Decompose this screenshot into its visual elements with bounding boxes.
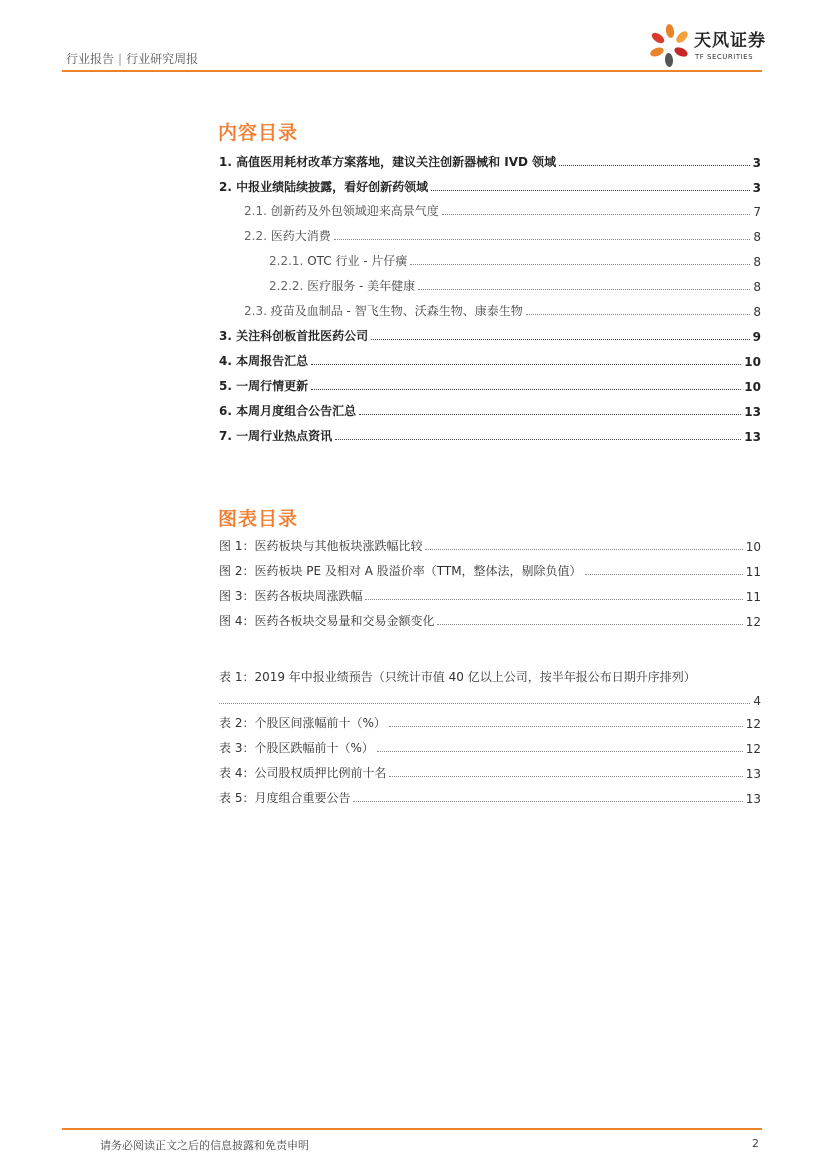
page-number: 2 xyxy=(752,1137,759,1150)
table-page: 4 xyxy=(753,694,761,708)
toc-item-page: 8 xyxy=(753,305,761,319)
report-subcategory: 行业研究周报 xyxy=(126,52,199,66)
dot-leader xyxy=(442,214,751,215)
toc-item-text: 本周报告汇总 xyxy=(236,354,309,368)
table-item-5[interactable] xyxy=(219,788,761,806)
dot-leader xyxy=(353,801,742,802)
toc-item-page: 7 xyxy=(753,205,761,219)
footer-disclaimer: 请务必阅读正文之后的信息披露和免责申明 xyxy=(100,1139,309,1152)
table-label: 表 5： xyxy=(219,791,255,805)
table-label: 表 4： xyxy=(219,766,255,780)
toc-item-number: 2.2.1. xyxy=(269,254,304,268)
toc-item-text: 医疗服务 - 美年健康 xyxy=(307,279,416,293)
toc-item-number: 1. xyxy=(219,155,232,169)
figure-page: 10 xyxy=(745,540,761,554)
dot-leader xyxy=(526,314,751,315)
toc-item-text: 高值医用耗材改革方案落地，建议关注创新器械和 IVD 领域 xyxy=(236,155,557,169)
figure-text: 医药板块与其他板块涨跌幅比较 xyxy=(254,539,423,553)
toc-item-6[interactable] xyxy=(219,401,761,419)
table-page: 13 xyxy=(745,767,761,781)
table-item-2[interactable] xyxy=(219,713,761,731)
dot-leader xyxy=(425,549,742,550)
toc-item-2-1[interactable] xyxy=(244,201,761,219)
toc-item-number: 3. xyxy=(219,329,232,343)
table-label: 表 3： xyxy=(219,741,255,755)
toc-item-page: 8 xyxy=(753,280,761,294)
figure-page: 11 xyxy=(745,590,761,604)
table-page: 12 xyxy=(745,717,761,731)
toc-item-number: 5. xyxy=(219,379,232,393)
figure-text: 医药各板块周涨跌幅 xyxy=(254,589,363,603)
toc-item-text: 一周行业热点资讯 xyxy=(236,429,333,443)
report-category: 行业报告 xyxy=(66,52,115,66)
toc-item-page: 8 xyxy=(753,255,761,269)
toc-item-text: 关注科创板首批医药公司 xyxy=(236,329,369,343)
table-item-1[interactable] xyxy=(219,668,761,708)
dot-leader xyxy=(219,703,750,704)
dot-leader xyxy=(389,726,743,727)
toc-item-2-2-1[interactable] xyxy=(269,251,761,269)
toc-item-number: 2. xyxy=(219,180,232,194)
figure-label: 图 2： xyxy=(219,564,255,578)
figure-label: 图 3： xyxy=(219,589,255,603)
dot-leader xyxy=(410,264,750,265)
figures-title: 图表目录 xyxy=(218,508,299,530)
table-item-3[interactable] xyxy=(219,738,761,756)
toc-item-page: 10 xyxy=(744,380,761,394)
figure-item-2[interactable] xyxy=(219,561,761,579)
figure-item-1[interactable] xyxy=(219,536,761,554)
toc-item-page: 3 xyxy=(752,156,761,170)
toc-item-number: 7. xyxy=(219,429,232,443)
figure-page: 12 xyxy=(745,615,761,629)
toc-item-7[interactable] xyxy=(219,426,761,444)
toc-item-number: 2.2. xyxy=(244,229,267,243)
table-text: 2019 年中报业绩预告（只统计市值 40 亿以上公司，按半年报公布日期升序排列） xyxy=(254,670,696,684)
toc-item-page: 8 xyxy=(753,230,761,244)
toc-title: 内容目录 xyxy=(218,122,299,144)
toc-item-text: 创新药及外包领域迎来高景气度 xyxy=(270,204,439,218)
header-divider xyxy=(62,70,762,72)
company-logo xyxy=(650,22,765,70)
dot-leader xyxy=(371,339,750,340)
figure-item-4[interactable] xyxy=(219,611,761,629)
toc-item-2-2[interactable] xyxy=(244,226,761,244)
dot-leader xyxy=(377,751,743,752)
toc-item-text: 医药大消费 xyxy=(270,229,331,243)
dot-leader xyxy=(431,190,750,191)
toc-item-3[interactable] xyxy=(219,326,761,344)
dot-leader xyxy=(311,364,741,365)
logo-english-name: TF SECURITIES xyxy=(695,53,754,61)
toc-item-number: 4. xyxy=(219,354,232,368)
table-text: 公司股权质押比例前十名 xyxy=(254,766,387,780)
dot-leader xyxy=(311,389,741,390)
logo-chinese-name: 天风证券 xyxy=(694,31,766,51)
figure-text: 医药各板块交易量和交易金额变化 xyxy=(254,614,435,628)
toc-item-number: 2.3. xyxy=(244,304,267,318)
table-text: 个股区跌幅前十（%） xyxy=(254,741,374,755)
logo-flower-icon xyxy=(650,22,694,70)
toc-item-page: 13 xyxy=(744,405,761,419)
report-type-header xyxy=(66,50,198,67)
toc-item-text: 疫苗及血制品 - 智飞生物、沃森生物、康泰生物 xyxy=(270,304,523,318)
table-text: 个股区间涨幅前十（%） xyxy=(254,716,386,730)
toc-item-page: 9 xyxy=(752,330,761,344)
dot-leader xyxy=(559,165,749,166)
header-separator: | xyxy=(118,52,123,66)
footer-divider xyxy=(62,1128,762,1130)
dot-leader xyxy=(437,624,742,625)
toc-item-2[interactable] xyxy=(219,177,761,195)
toc-item-text: 中报业绩陆续披露，看好创新药领域 xyxy=(236,180,429,194)
dot-leader xyxy=(418,289,750,290)
dot-leader xyxy=(389,776,742,777)
toc-item-2-2-2[interactable] xyxy=(269,276,761,294)
dot-leader xyxy=(585,574,743,575)
table-text: 月度组合重要公告 xyxy=(254,791,351,805)
table-label: 表 2： xyxy=(219,716,255,730)
dot-leader xyxy=(334,239,751,240)
table-page: 12 xyxy=(745,742,761,756)
table-page: 13 xyxy=(745,792,761,806)
toc-item-text: 一周行情更新 xyxy=(236,379,309,393)
table-label: 表 1： xyxy=(219,670,255,684)
dot-leader xyxy=(365,599,742,600)
table-item-4[interactable] xyxy=(219,763,761,781)
toc-item-number: 2.1. xyxy=(244,204,267,218)
figure-page: 11 xyxy=(745,565,761,579)
toc-item-2-3[interactable] xyxy=(244,301,761,319)
figure-label: 图 4： xyxy=(219,614,255,628)
dot-leader xyxy=(335,439,741,440)
toc-item-page: 13 xyxy=(744,430,761,444)
figure-label: 图 1： xyxy=(219,539,255,553)
toc-item-text: OTC 行业 - 片仔癀 xyxy=(307,254,408,268)
toc-item-4[interactable] xyxy=(219,351,761,369)
dot-leader xyxy=(359,414,741,415)
toc-item-5[interactable] xyxy=(219,376,761,394)
toc-item-page: 10 xyxy=(744,355,761,369)
toc-item-1[interactable] xyxy=(219,152,761,170)
toc-item-text: 本周月度组合公告汇总 xyxy=(236,404,357,418)
figure-text: 医药板块 PE 及相对 A 股溢价率（TTM，整体法，剔除负值） xyxy=(254,564,582,578)
figure-item-3[interactable] xyxy=(219,586,761,604)
toc-item-number: 2.2.2. xyxy=(269,279,304,293)
toc-item-number: 6. xyxy=(219,404,232,418)
toc-item-page: 3 xyxy=(752,181,761,195)
